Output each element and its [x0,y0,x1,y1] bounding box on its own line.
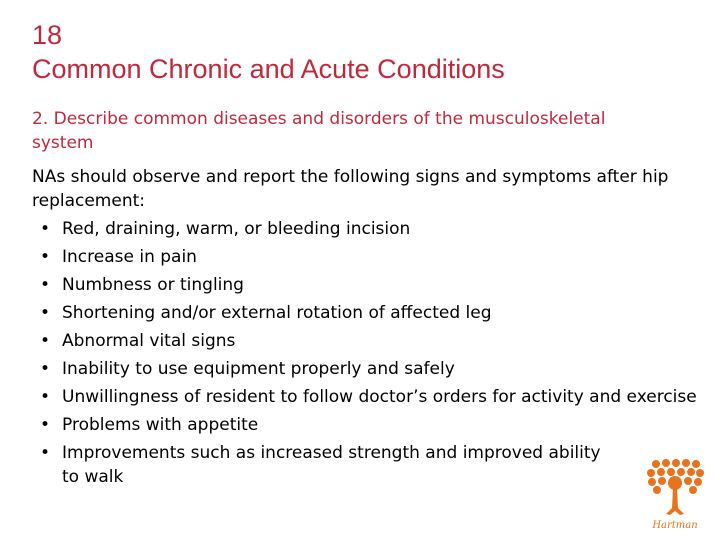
slide-header [32,18,505,86]
symptom-list [32,217,702,489]
chapter-title: Common Chronic and Acute Conditions [32,54,505,84]
logo-wordmark: Hartman [652,520,698,531]
hartman-tree-logo-icon [642,458,708,532]
hartman-logo [642,458,708,532]
list-item: • Inability to use equipment properly and safely [40,359,455,379]
learning-objective: 2. Describe common diseases and disorders of the musculoskeletal system [32,109,606,153]
list-item: • Unwillingness of resident to follow doctor’s orders for activity and exercise [40,387,697,407]
list-item: • Numbness or tingling [40,275,244,295]
intro-paragraph: NAs should observe and report the following signs and symptoms after hip replacement: [32,167,669,211]
list-item: • Red, draining, warm, or bleeding incision [40,219,411,239]
list-item: • Abnormal vital signs [40,331,236,351]
list-item: • Improvements such as increased strength and improved ability to walk [40,443,601,487]
list-item: • Increase in pain [40,247,197,267]
slide-body [32,165,702,489]
list-item: • Problems with appetite [40,415,259,435]
chapter-number: 18 [32,20,63,50]
list-item: • Shortening and/or external rotation of affected leg [40,303,492,323]
